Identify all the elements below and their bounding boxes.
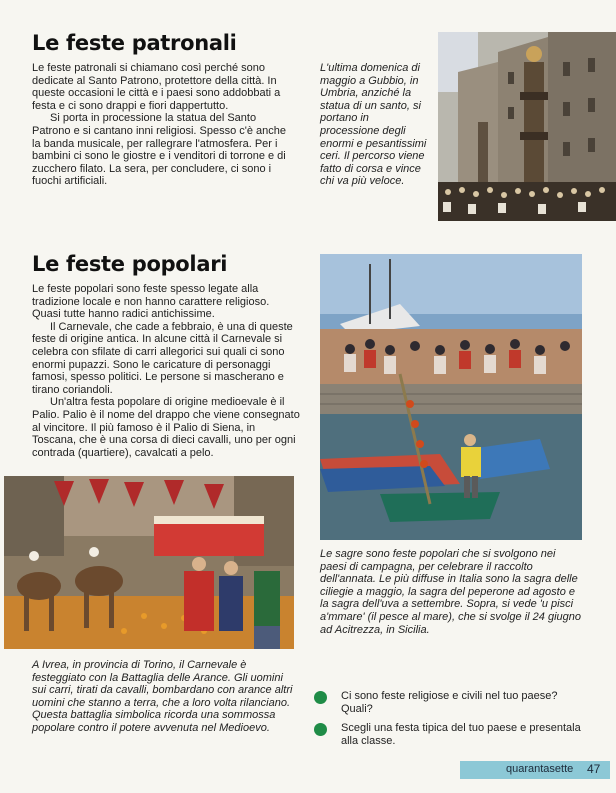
feste-patronali-text [32, 62, 294, 188]
bullet-icon [314, 691, 327, 704]
paragraph: Il Carnevale, che cade a febbraio, è una di queste feste di origine antica. In alcune città il Carnevale si celebra con sfilate di carri allegorici sui quali ci sono enormi pupazzi. Sono le caricature di personaggi famosi, spesso politici. Le persone si mascherano e tirano coriandoli. [32, 320, 293, 396]
page-number-band [460, 761, 610, 779]
bullet-icon [314, 723, 327, 736]
question-text: Scegli una festa tipica del tuo paese e presentala alla classe. [341, 722, 581, 747]
question-text: Ci sono feste religiose e civili nel tuo paese? Quali? [341, 690, 558, 715]
paragraph: Le feste popolari sono feste spesso legate alla tradizione locale e non hanno carattere religioso. Quasi tutte hanno radici antichissime. [32, 283, 270, 321]
gubbio-caption: L'ultima domenica di maggio a Gubbio, in Umbria, anziché la statua di un santo, si portano in processione degli enormi e pesantissimi ceri. Il percorso viene fatto di corsa e vince chi va più veloce. [320, 62, 427, 188]
sagre-caption: Le sagre sono feste popolari che si svolgono nei paesi di campagna, per celebrare il raccolto dell'annata. Le più diffuse in Italia sono la sagra delle ciliegie a maggio, la sagra del peperone ad agosto e la sagra dell'uva a settembre. Sopra, si vede 'u pisci a'mmare' (il pesce al mare), che si svolge il 24 giugno ad Acitrezza, in Sicilia. [320, 548, 581, 636]
question-item [314, 690, 584, 716]
gubbio-ceri-photo [438, 32, 616, 221]
paragraph: Si porta in processione la statua del Santo Patrono e si cantano inni religiosi. Spesso c'è anche la banda musicale, per rallegrare l'atmosfera. Per i bambini ci sono le giostre e i venditori di torrone e di zucchero filato. La sera, per concludere, ci sono i fuochi artificiali. [32, 112, 287, 188]
paragraph: Un'altra festa popolare di origine medioevale è il Palio. Palio è il nome del drappo che viene consegnato al vincitore. Il più famoso è il Palio di Siena, in Toscana, che è una corsa di dieci cavalli, uno per ogni contrada (quartiere), cavalcati a pelo. [32, 396, 300, 459]
feste-popolari-text [32, 283, 300, 459]
ivrea-caption: A Ivrea, in provincia di Torino, il Carnevale è festeggiato con la Battaglia delle Arance. Gli uomini sui carri, tirati da cavalli, bombardano con arance altri uomini che stanno a terra, che a loro volta rilanciano. Questa battaglia simbolica ricorda una sommossa popolare contro il potere avvenuta nel Medioevo. [32, 659, 293, 734]
page-number-word: quarantasette [506, 763, 574, 775]
question-item [314, 722, 584, 748]
page-number: 47 [587, 762, 601, 776]
section-title-feste-patronali: Le feste patronali [32, 31, 237, 55]
section-title-feste-popolari: Le feste popolari [32, 252, 228, 276]
acitrezza-sagra-photo [320, 254, 582, 540]
ivrea-carnival-photo [4, 476, 294, 649]
paragraph: Le feste patronali si chiamano così perché sono dedicate al Santo Patrono, protettore della città. In queste occasioni le città e i paesi sono addobbati a festa e ci sono drappi e fiori dappertutto. [32, 62, 281, 112]
